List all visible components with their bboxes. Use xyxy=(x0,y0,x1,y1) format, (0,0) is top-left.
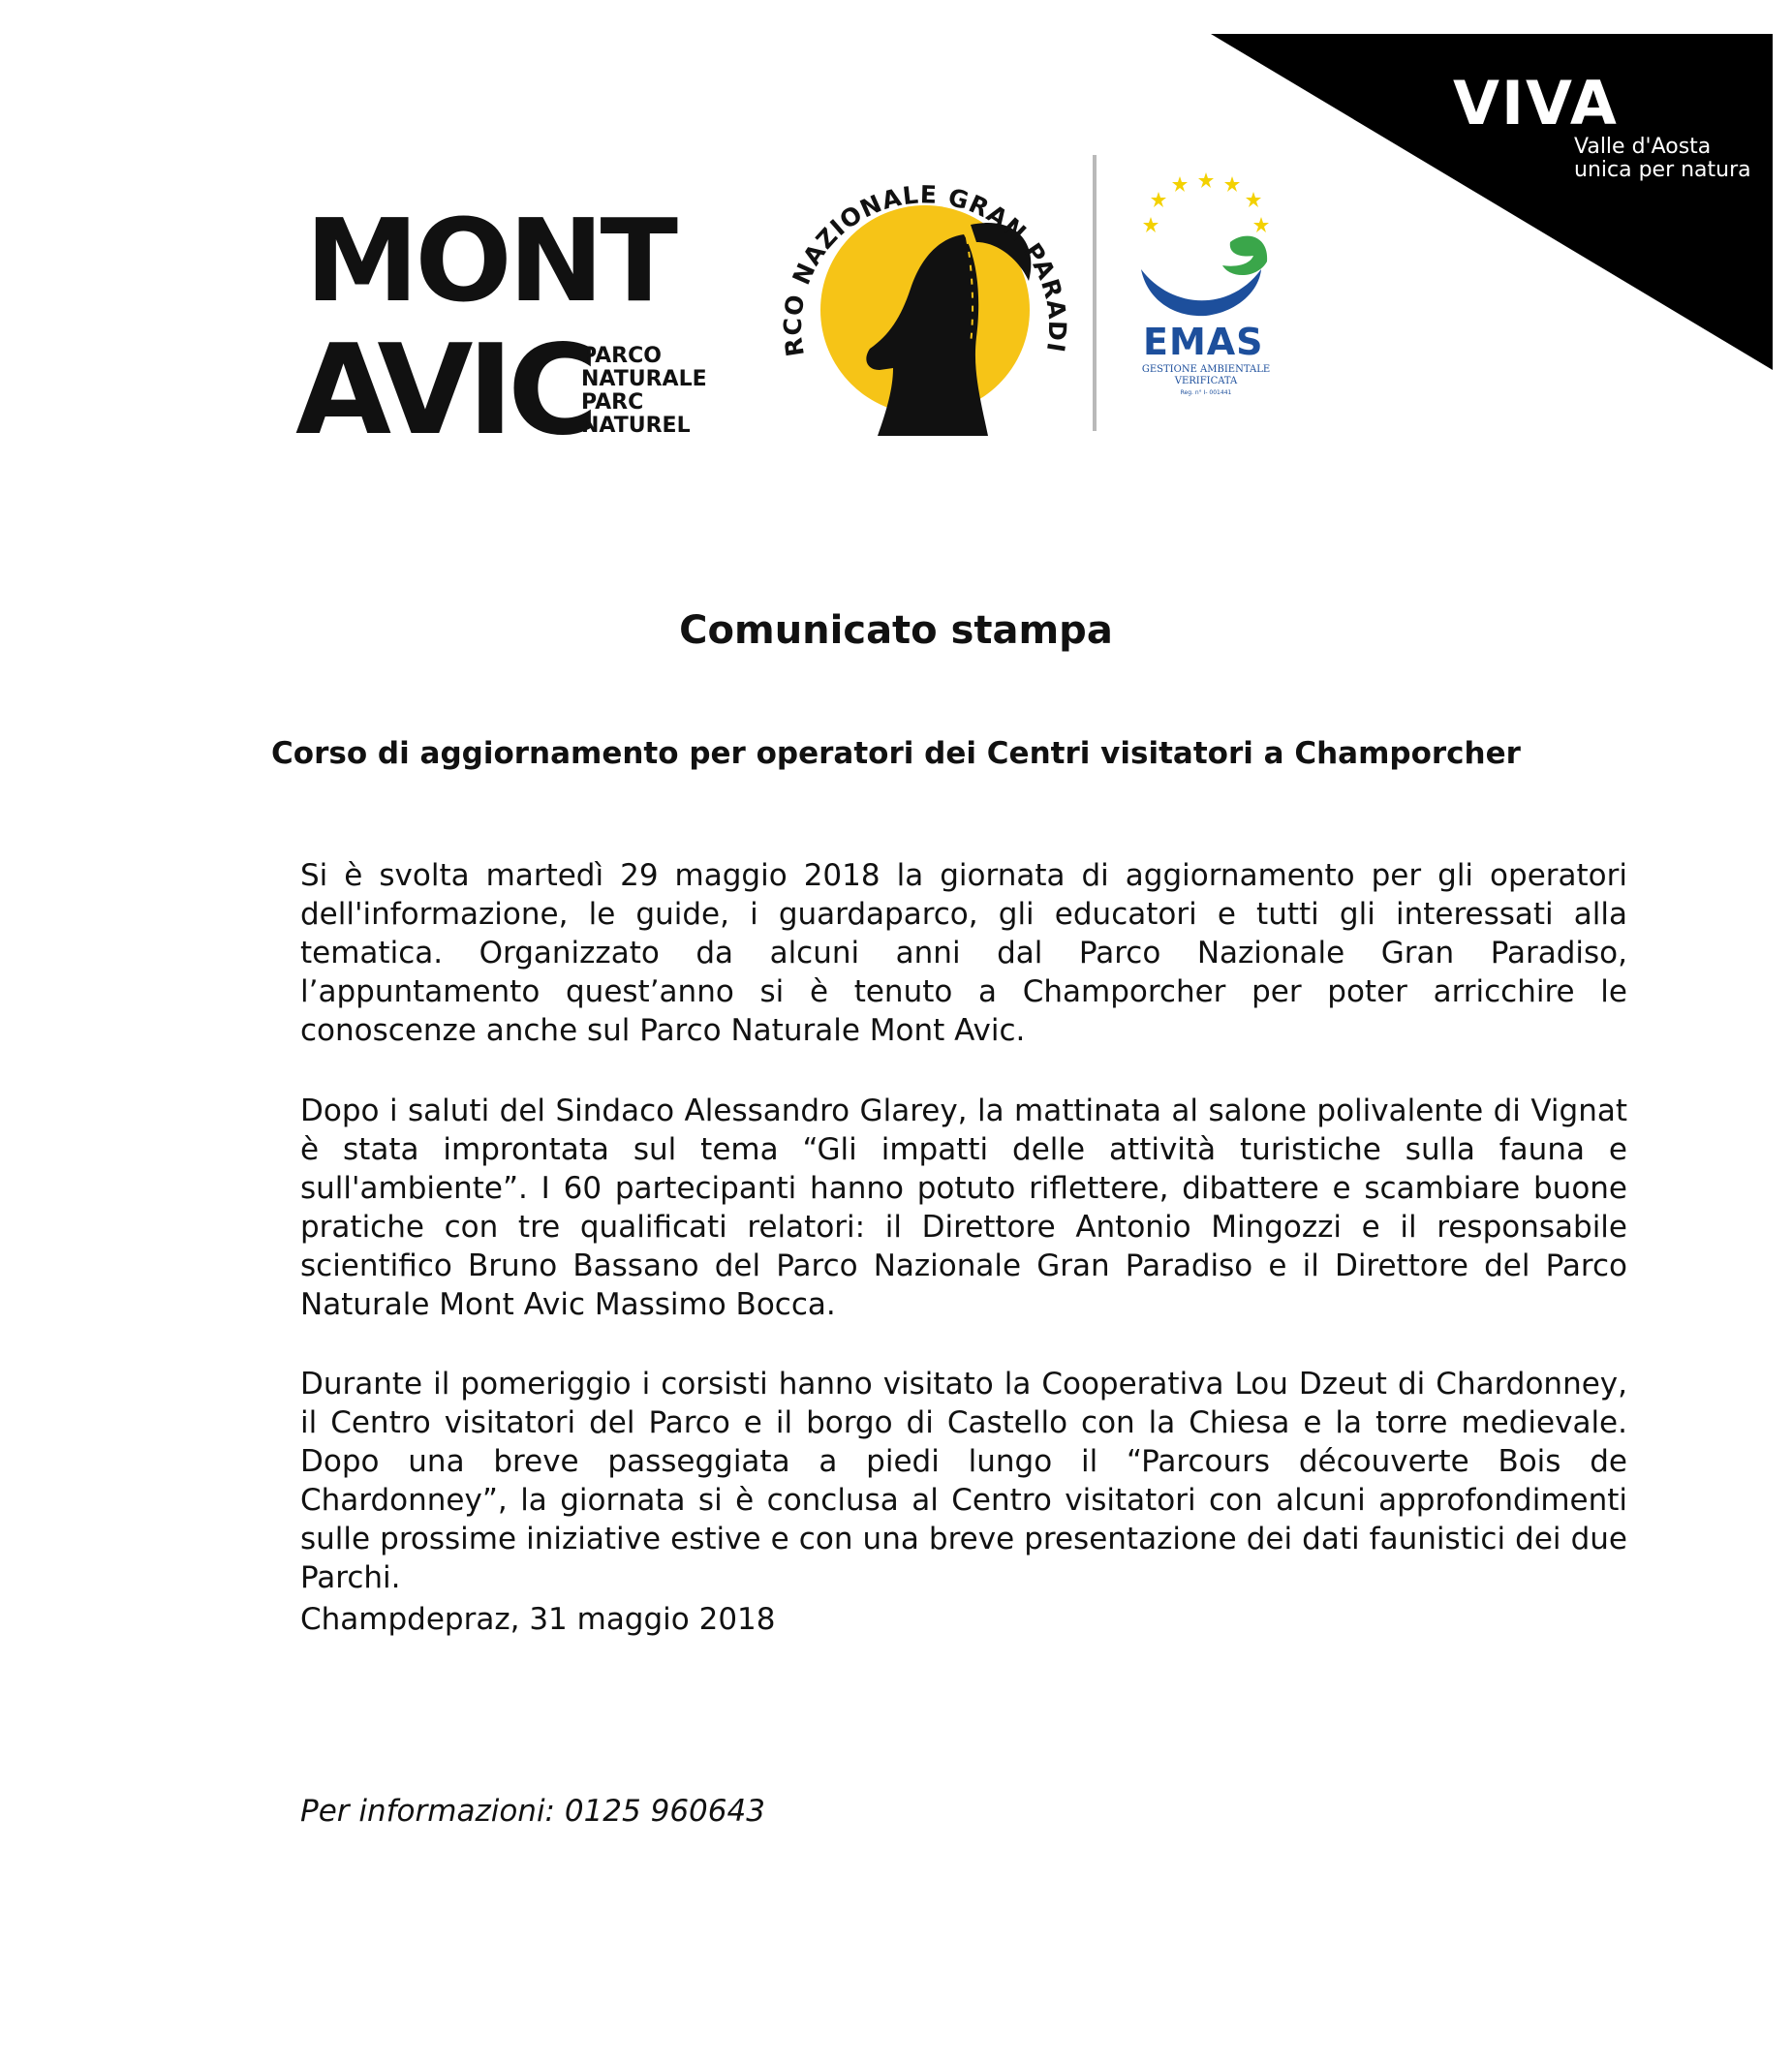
mont-avic-sub-4: NATUREL xyxy=(581,414,691,438)
gran-paradiso-logo-graphic xyxy=(765,145,1085,446)
emas-wave-icon xyxy=(1141,269,1261,316)
mont-avic-logo-graphic xyxy=(295,165,712,450)
paragraph-1: Si è svolta martedì 29 maggio 2018 la giornata di aggiornamento per gli operatori dell'informazione, le guide, i guardaparco, gli educatori e tutti gli interessati alla tematica. Organizzato da alcuni anni dal Parco Nazionale Gran Paradiso, l’appuntamento quest’anno si è tenuto a Champorcher per poter arricchire le conoscenze anche sul Parco Naturale Mont Avic. xyxy=(300,858,1627,1048)
mont-avic-logo xyxy=(295,165,712,450)
viva-banner-graphic xyxy=(1211,0,1792,387)
mont-avic-word-bottom: AVIC xyxy=(295,319,593,450)
mont-avic-sub-2: NATURALE xyxy=(581,367,707,391)
place-and-date: Champdepraz, 31 maggio 2018 xyxy=(300,1602,776,1637)
mont-avic-sub-1: PARCO xyxy=(581,344,662,368)
emas-registration: Reg. n° I- 001441 xyxy=(1180,389,1232,396)
emas-leaf-icon xyxy=(1222,236,1267,275)
emas-line-2: VERIFICATA xyxy=(1174,376,1238,386)
emas-logo xyxy=(1114,165,1298,412)
mont-avic-word-top: MONT xyxy=(305,194,674,327)
gran-paradiso-logo xyxy=(765,145,1085,446)
emas-logo-graphic xyxy=(1114,165,1298,412)
mont-avic-sub-3: PARC xyxy=(581,390,644,415)
contact-info: Per informazioni: 0125 960643 xyxy=(300,1794,765,1829)
document-subtitle: Corso di aggiornamento per operatori dei Centri visitatori a Champorcher xyxy=(271,736,1521,771)
document-title: Comunicato stampa xyxy=(679,608,1113,653)
viva-tagline-2: unica per natura xyxy=(1574,158,1751,182)
emas-line-1: GESTIONE AMBIENTALE xyxy=(1141,364,1271,375)
paragraph-3: Durante il pomeriggio i corsisti hanno visitato la Cooperativa Lou Dzeut di Chardonney, il Centro visitatori del Parco e il borgo di Castello con la Chiesa e la torre medievale. Dopo una breve passeggiata a piedi lungo il “Parcours découverte Bois de Chardonney”, la giornata si è conclusa al Centro visitatori con alcuni approfondimenti sulle prossime iniziative estive e con una breve presentazione dei dati faunistici dei due Parchi. xyxy=(300,1367,1627,1595)
eu-stars-icon xyxy=(1143,172,1269,232)
viva-tagline-1: Valle d'Aosta xyxy=(1574,135,1712,159)
paragraph-2: Dopo i saluti del Sindaco Alessandro Glarey, la mattinata al salone polivalente di Vignat è stata improntata sul tema “Gli impatti delle attività turistiche sulla fauna e sull'ambiente”. I 60 partecipanti hanno potuto riflettere, dibattere e scambiare buone pratiche con tre qualificati relatori: il Direttore Antonio Mingozzi e il responsabile scientifico Bruno Bassano del Parco Nazionale Gran Paradiso e il Direttore del Parco Naturale Mont Avic Massimo Bocca. xyxy=(300,1094,1627,1322)
viva-word: VIVA xyxy=(1453,68,1619,139)
gran-paradiso-ring-text: RCO NAZIONALE GRAN PARADI xyxy=(778,180,1072,359)
logo-divider xyxy=(1093,155,1097,431)
viva-valle-daosta-logo xyxy=(1211,0,1792,387)
emas-word: EMAS xyxy=(1143,321,1264,363)
